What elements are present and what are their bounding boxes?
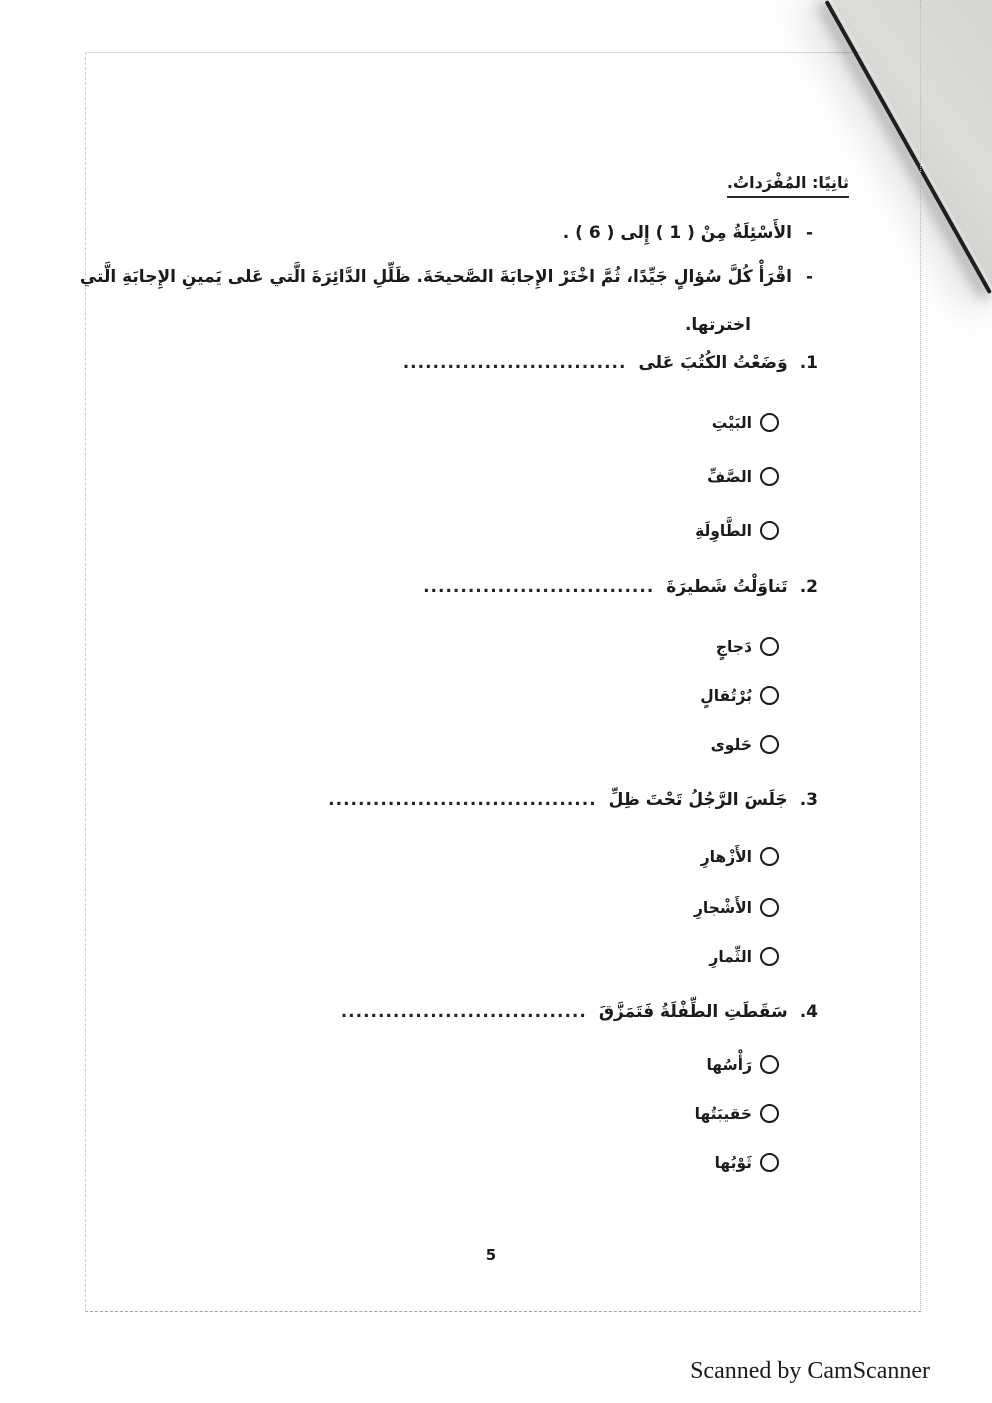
question-line xyxy=(328,790,818,810)
option-label: حَقيبَتُها xyxy=(694,1104,752,1123)
answer-circle[interactable] xyxy=(760,1104,779,1123)
answer-circle[interactable] xyxy=(760,467,779,486)
answer-option xyxy=(707,467,779,486)
section-heading: ثانِيًا: المُفْرَداتُ. xyxy=(727,173,849,198)
question-text: جَلَسَ الرَّجُلُ تَحْتَ ظِلِّ xyxy=(608,790,788,810)
option-label: بُرْتُقالٍ xyxy=(700,686,752,705)
answer-option xyxy=(712,413,779,432)
answer-circle[interactable] xyxy=(760,947,779,966)
answer-option xyxy=(716,637,779,656)
option-label: الأَزْهارِ xyxy=(700,847,752,866)
answer-circle[interactable] xyxy=(760,847,779,866)
question-text: تَناوَلْتُ شَطيرَةَ xyxy=(666,577,788,597)
answer-option xyxy=(711,735,779,754)
question-number: 4. xyxy=(799,1002,818,1022)
page-edge-line xyxy=(920,0,921,1310)
option-label: ثَوْبُها xyxy=(714,1153,752,1172)
instruction-continuation: اخترتها. xyxy=(684,315,751,335)
option-label: رَأْسُها xyxy=(706,1055,752,1074)
question-number: 2. xyxy=(799,577,818,597)
question-text: وَضَعْتُ الكُتُبَ عَلى xyxy=(638,353,788,373)
question-line xyxy=(423,577,818,597)
question-number: 3. xyxy=(799,790,818,810)
option-label: البَيْتِ xyxy=(711,413,752,432)
answer-circle[interactable] xyxy=(760,1153,779,1172)
answer-option xyxy=(715,1153,779,1172)
answer-blank-dots: .............................. xyxy=(402,353,627,373)
instruction-text: اقْرَأْ كُلَّ سُؤالٍ جَيِّدًا، ثُمَّ اخْتَرْ الإِجابَةَ الصَّحيحَةَ. ظَلِّلِ الدَّائِرَةَ الَّتي عَلى يَمينِ الإِجابَةِ الَّتي xyxy=(79,267,792,287)
option-label: الطَّاوِلَةِ xyxy=(695,521,752,540)
answer-option xyxy=(695,521,779,540)
answer-option xyxy=(706,1055,779,1074)
instruction-item xyxy=(563,223,813,243)
page-fold-corner xyxy=(828,0,992,292)
question-number: 1. xyxy=(799,353,818,373)
answer-circle[interactable] xyxy=(760,413,779,432)
answer-circle[interactable] xyxy=(760,637,779,656)
instruction-item xyxy=(80,267,813,287)
answer-blank-dots: .................................... xyxy=(328,790,597,810)
answer-circle[interactable] xyxy=(760,686,779,705)
option-label: الأَشْجارِ xyxy=(693,898,752,917)
option-label: دَجاجٍ xyxy=(715,637,752,656)
option-label: الثِّمارِ xyxy=(709,947,752,966)
option-label: حَلوى xyxy=(710,735,752,754)
dash-marker: - xyxy=(805,223,813,243)
answer-option xyxy=(709,947,779,966)
instruction-text: الأَسْئِلَةُ مِنْ ( 1 ) إِلى ( 6 ) . xyxy=(562,223,792,243)
answer-circle[interactable] xyxy=(760,521,779,540)
question-line xyxy=(341,1002,818,1022)
dash-marker: - xyxy=(805,267,813,287)
fold-shadow-triangle xyxy=(832,0,992,286)
scanned-page xyxy=(79,52,921,1312)
answer-circle[interactable] xyxy=(760,735,779,754)
answer-option xyxy=(700,686,779,705)
answer-option xyxy=(694,898,779,917)
answer-circle[interactable] xyxy=(760,898,779,917)
camscanner-watermark: Scanned by CamScanner xyxy=(690,1358,930,1384)
answer-blank-dots: ................................. xyxy=(340,1002,587,1022)
option-label: الصَّفِّ xyxy=(707,467,752,486)
answer-option xyxy=(701,847,779,866)
question-text: سَقَطَتِ الطِّفْلَةُ فَتَمَزَّقَ xyxy=(598,1002,788,1022)
answer-blank-dots: ............................... xyxy=(423,577,655,597)
page-number: 5 xyxy=(485,1246,497,1264)
answer-circle[interactable] xyxy=(760,1055,779,1074)
answer-option xyxy=(695,1104,779,1123)
question-line xyxy=(403,353,818,373)
